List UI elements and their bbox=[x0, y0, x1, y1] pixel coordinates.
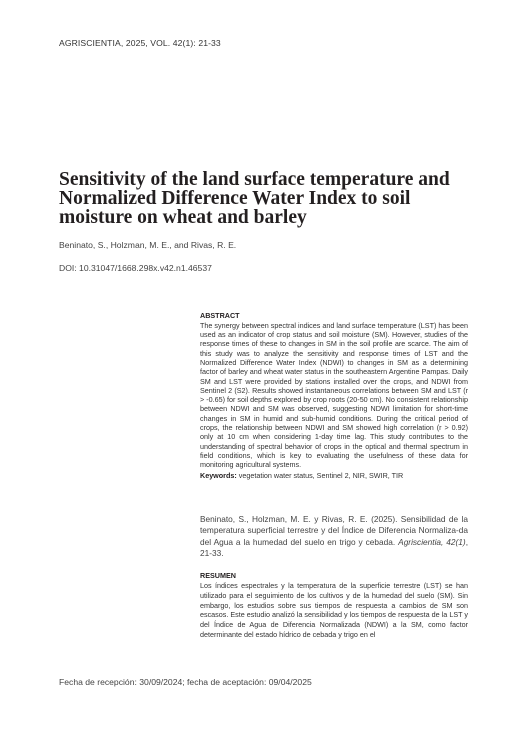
citation-text: Beninato, S., Holzman, M. E. y Rivas, R. E. (2025). Sensibilidad de la temperatura superficial terrestre y del Índice de Diferencia Normaliza-da del Agua a la humedad del suelo en trigo y cebada. bbox=[200, 514, 468, 547]
citation-pages: , 21-33. bbox=[200, 536, 468, 559]
abstract-section bbox=[200, 311, 468, 480]
resumen-heading: RESUMEN bbox=[200, 571, 236, 580]
journal-header: AGRISCIENTIA, 2025, VOL. 42(1): 21-33 bbox=[59, 38, 221, 48]
citation-journal: Agriscientia, 42(1) bbox=[398, 536, 466, 547]
submission-dates: Fecha de recepción: 30/09/2024; fecha de aceptación: 09/04/2025 bbox=[59, 677, 312, 687]
citation-block bbox=[200, 514, 468, 560]
keywords-label: Keywords: bbox=[200, 470, 237, 480]
article-authors: Beninato, S., Holzman, M. E., and Rivas, R. E. bbox=[59, 240, 237, 250]
article-doi[interactable]: DOI: 10.31047/1668.298x.v42.n1.46537 bbox=[59, 263, 212, 273]
resumen-section bbox=[200, 571, 468, 649]
article-title: Sensitivity of the land surface temperature and Normalized Difference Water Index to soil moisture on wheat and barley bbox=[59, 169, 450, 228]
keywords-line bbox=[200, 471, 468, 480]
abstract-text: The synergy between spectral indices and land surface temperature (LST) has been used as an indicator of crop status and soil moisture (SM). However, studies of the response times of these to changes in SM in the soil profile are scarce. The aim of this study was to analyze the sensitivity and response times of LST and the Normalized Difference Water Index (NDWI) to changes in SM as a determining factor of barley and wheat water status in the southeastern Argentine Pampas. Daily SM and LST were provided by stations installed over the crops, and NDWI from Sentinel 2 (S2). Results showed instantaneous correlations between SM and LST (r > -0.65) for soil depths explored by crop roots (20-50 cm). No consistent relationship between NDWI and SM was observed, suggesting NDWI limitation for short-time changes in SM in humid and sub-humid conditions. During the critical period of crops, the relationship between NDWI and SM showed high correlation (r > 0.92) only at 10 cm when considering 1-day time lag. This study contributes to the understanding of spectral behavior of crops in the optical and thermal spectrum in field conditions, which is key to evaluating the usefulness of these data for monitoring agricultural systems. bbox=[200, 320, 468, 470]
resumen-text: Los índices espectrales y la temperatura de la superficie terrestre (LST) se han utilizado para el seguimiento de los cultivos y de la humedad del suelo (SM). Sin embargo, los estudios sobre sus tiempos de respuesta a cambios de SM son escasos. Este estudio analizó la sensibilidad y los tiempos de respuesta de la LST y del Índice de Agua de Diferencia Normalizada (NDWI) a la SM, como factor determinante del estado hídrico de cebada y trigo en el bbox=[200, 581, 468, 639]
abstract-heading: ABSTRACT bbox=[200, 311, 240, 320]
keywords-list: vegetation water status, Sentinel 2, NIR, SWIR, TIR bbox=[238, 470, 404, 480]
